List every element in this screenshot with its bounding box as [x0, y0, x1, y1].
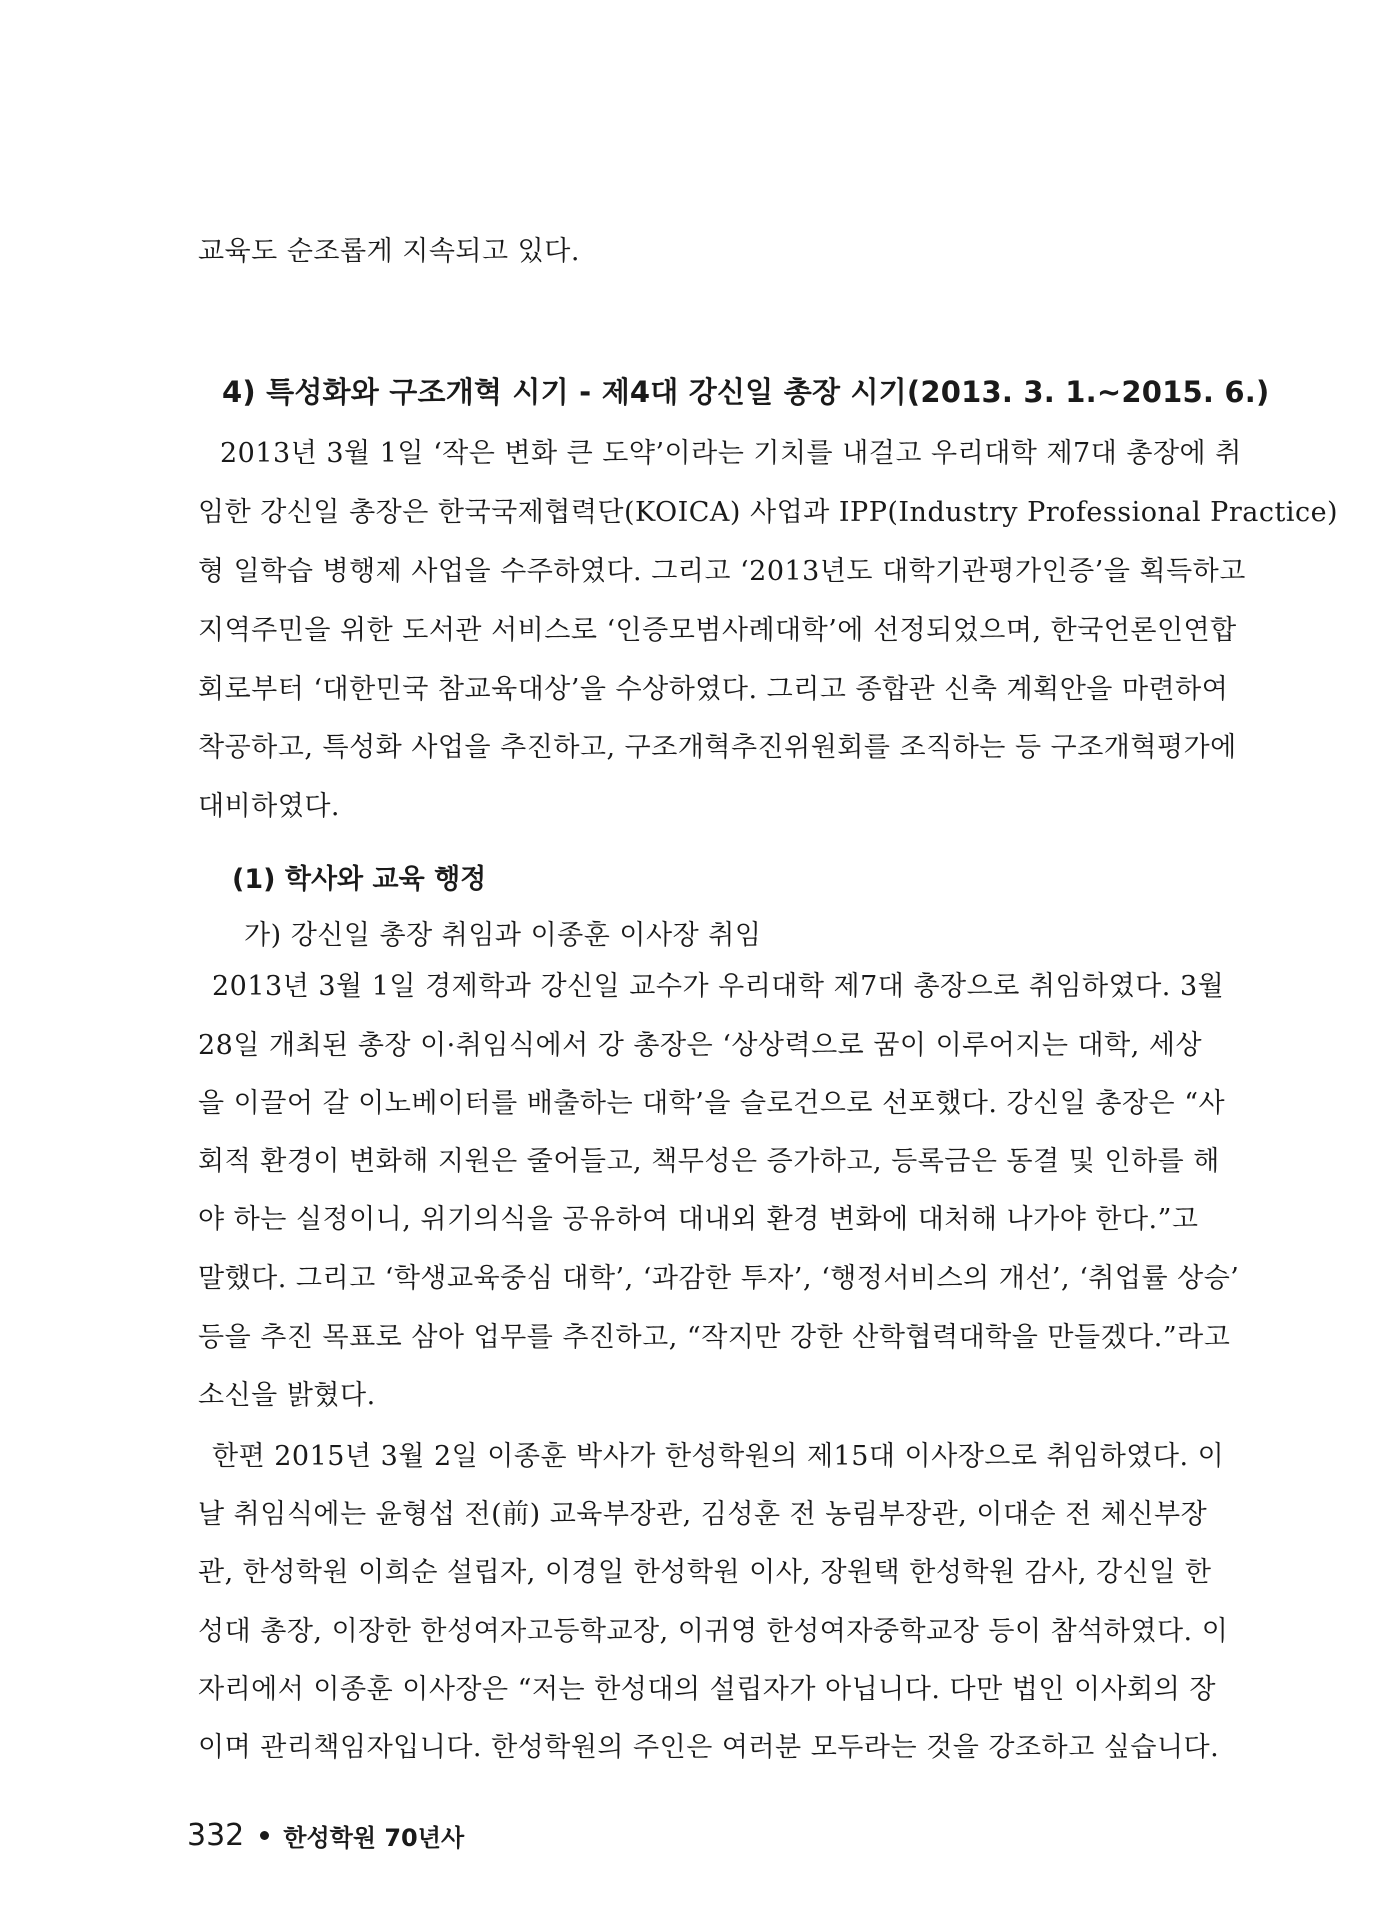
page-number: 332: [187, 1818, 245, 1853]
paragraph-line: 형 일학습 병행제 사업을 수주하였다. 그리고 ‘2013년도 대학기관평가인증’을 획득하고: [198, 556, 1246, 587]
paragraph-line: 성대 총장, 이장한 한성여자고등학교장, 이귀영 한성여자중학교장 등이 참석하였다. 이: [198, 1616, 1229, 1647]
paragraph-line: 날 취임식에는 윤형섭 전(前) 교육부장관, 김성훈 전 농림부장관, 이대순 전 체신부장: [198, 1499, 1208, 1530]
paragraph-line: 을 이끌어 갈 이노베이터를 배출하는 대학’을 슬로건으로 선포했다. 강신일 총장은 “사: [198, 1088, 1226, 1119]
section-heading: 4) 특성화와 구조개혁 시기 - 제4대 강신일 총장 시기(2013. 3. 1.~2015. 6.): [222, 375, 1270, 409]
paragraph-line: 소신을 밝혔다.: [198, 1380, 376, 1411]
paragraph-line: 한편 2015년 3월 2일 이종훈 박사가 한성학원의 제15대 이사장으로 취임하였다. 이: [212, 1441, 1225, 1472]
sub-sub-heading: 가) 강신일 총장 취임과 이종훈 이사장 취임: [244, 920, 762, 951]
paragraph-line: 2013년 3월 1일 ‘작은 변화 큰 도약’이라는 기치를 내걸고 우리대학 제7대 총장에 취: [220, 438, 1242, 469]
paragraph-line: 말했다. 그리고 ‘학생교육중심 대학’, ‘과감한 투자’, ‘행정서비스의 개선’, ‘취업률 상승’: [198, 1263, 1240, 1294]
paragraph-line: 2013년 3월 1일 경제학과 강신일 교수가 우리대학 제7대 총장으로 취임하였다. 3월: [212, 971, 1225, 1002]
paragraph-line: 등을 추진 목표로 삼아 업무를 추진하고, “작지만 강한 산학협력대학을 만들겠다.”라고: [198, 1322, 1231, 1353]
paragraph-line: 야 하는 실정이니, 위기의식을 공유하여 대내외 환경 변화에 대처해 나가야 한다.”고: [198, 1204, 1199, 1235]
paragraph-line: 관, 한성학원 이희순 설립자, 이경일 한성학원 이사, 장원택 한성학원 감사, 강신일 한: [198, 1557, 1212, 1588]
sub-heading: (1) 학사와 교육 행정: [232, 864, 487, 895]
paragraph-line: 회적 환경이 변화해 지원은 줄어들고, 책무성은 증가하고, 등록금은 동결 및 인하를 해: [198, 1146, 1220, 1177]
paragraph-line: 이며 관리책임자입니다. 한성학원의 주인은 여러분 모두라는 것을 강조하고 싶습니다.: [198, 1732, 1220, 1763]
book-title: 한성학원 70년사: [283, 1824, 465, 1852]
paragraph-line: 지역주민을 위한 도서관 서비스로 ‘인증모범사례대학’에 선정되었으며, 한국언론인연합: [198, 615, 1237, 646]
paragraph-line: 대비하였다.: [198, 791, 340, 822]
intro-line: 교육도 순조롭게 지속되고 있다.: [198, 236, 580, 267]
paragraph-line: 회로부터 ‘대한민국 참교육대상’을 수상하였다. 그리고 종합관 신축 계획안을 마련하여: [198, 674, 1229, 705]
page-footer: [187, 1818, 464, 1853]
paragraph-line: 착공하고, 특성화 사업을 추진하고, 구조개혁추진위원회를 조직하는 등 구조개혁평가에: [198, 732, 1237, 763]
paragraph-line: 자리에서 이종훈 이사장은 “저는 한성대의 설립자가 아닙니다. 다만 법인 이사회의 장: [198, 1674, 1216, 1705]
paragraph-line: 임한 강신일 총장은 한국국제협력단(KOICA) 사업과 IPP(Industry Professional Practice): [198, 497, 1339, 528]
paragraph-line: 28일 개최된 총장 이·취임식에서 강 총장은 ‘상상력으로 꿈이 이루어지는 대학, 세상: [198, 1030, 1203, 1061]
bullet-icon: [260, 1831, 269, 1840]
